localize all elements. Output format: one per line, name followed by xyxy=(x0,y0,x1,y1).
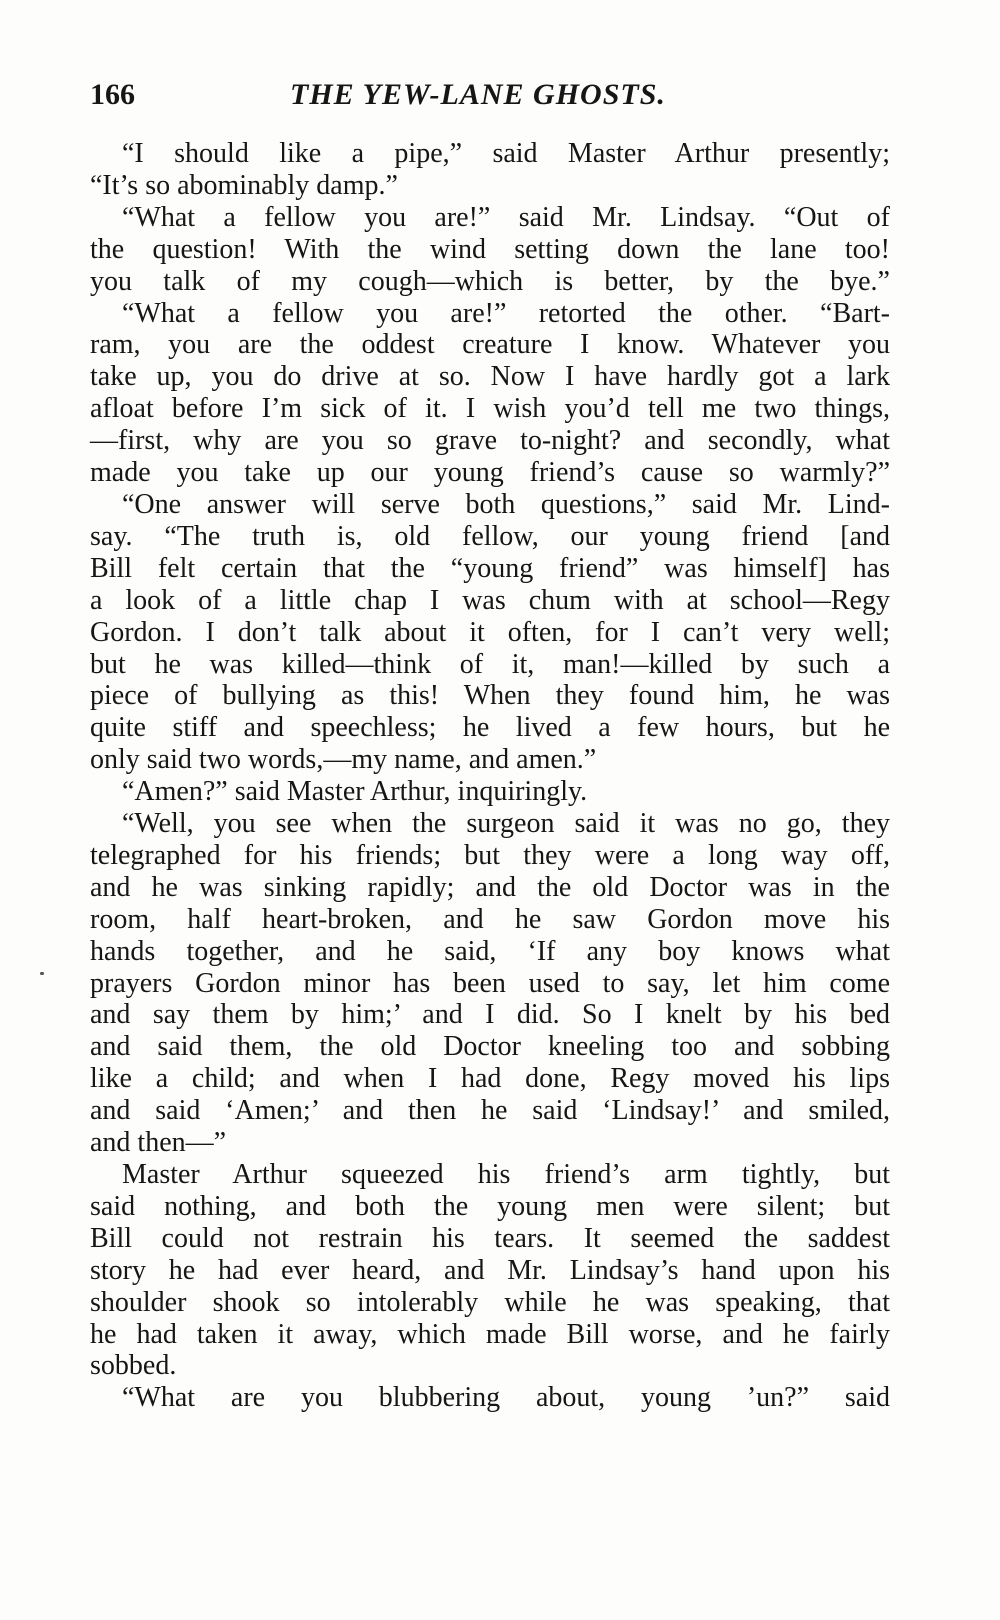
text-line: “What a fellow you are!” said Mr. Lindsay. “Out of xyxy=(122,201,890,233)
text-line: a look of a little chap I was chum with at school—Regy xyxy=(90,584,890,616)
text-line: and said them, the old Doctor kneeling too and sobbing xyxy=(90,1031,890,1063)
text-line: take up, you do drive at so. Now I have hardly got a lark xyxy=(90,361,890,393)
text-line: “What are you blubbering about, young ’un?” said xyxy=(122,1382,890,1414)
text-line: room, half heart-broken, and he saw Gordon move his xyxy=(90,903,890,935)
text-line: “Well, you see when the surgeon said it was no go, they xyxy=(122,808,890,840)
text-line: he had taken it away, which made Bill worse, and he fairly xyxy=(90,1318,890,1350)
text-line: —first, why are you so grave to-night? and secondly, what xyxy=(90,425,890,457)
text-line: like a child; and when I had done, Regy moved his lips xyxy=(90,1063,890,1095)
text-line: sobbed. xyxy=(90,1350,177,1382)
page-number: 166 xyxy=(90,78,135,111)
text-line: the question! With the wind setting down the lane too! xyxy=(90,233,890,265)
text-line: Gordon. I don’t talk about it often, for I can’t very well; xyxy=(90,616,890,648)
text-line: afloat before I’m sick of it. I wish you’d tell me two things, xyxy=(90,393,890,425)
text-line: “It’s so abominably damp.” xyxy=(90,169,398,201)
text-line: “One answer will serve both questions,” said Mr. Lind- xyxy=(122,488,890,520)
text-line: said nothing, and both the young men were silent; but xyxy=(90,1190,890,1222)
text-line: and say them by him;’ and I did. So I knelt by his bed xyxy=(90,999,890,1031)
text-line: ram, you are the oddest creature I know. Whatever you xyxy=(90,329,890,361)
text-line: quite stiff and speechless; he lived a few hours, but he xyxy=(90,712,890,744)
text-line: story he had ever heard, and Mr. Lindsay’s hand upon his xyxy=(90,1254,890,1286)
text-line: “Amen?” said Master Arthur, inquiringly. xyxy=(122,776,588,808)
text-line: made you take up our young friend’s cause so warmly?” xyxy=(90,457,890,489)
running-title: THE YEW-LANE GHOSTS. xyxy=(290,78,666,111)
text-line: you talk of my cough—which is better, by the bye.” xyxy=(90,265,890,297)
text-line: piece of bullying as this! When they found him, he was xyxy=(90,680,890,712)
text-line: telegraphed for his friends; but they were a long way off, xyxy=(90,839,890,871)
body-text xyxy=(90,138,890,1414)
print-speck xyxy=(40,972,44,975)
text-line: only said two words,—my name, and amen.” xyxy=(90,744,597,776)
text-line: and said ‘Amen;’ and then he said ‘Lindsay!’ and smiled, xyxy=(90,1095,890,1127)
text-line: but he was killed—think of it, man!—killed by such a xyxy=(90,648,890,680)
text-line: “I should like a pipe,” said Master Arthur presently; xyxy=(122,138,890,169)
text-line: Bill felt certain that the “young friend” was himself] has xyxy=(90,552,890,584)
text-line: and he was sinking rapidly; and the old Doctor was in the xyxy=(90,871,890,903)
text-line: Bill could not restrain his tears. It seemed the saddest xyxy=(90,1222,890,1254)
text-line: Master Arthur squeezed his friend’s arm tightly, but xyxy=(122,1159,890,1190)
text-line: prayers Gordon minor has been used to say, let him come xyxy=(90,967,890,999)
text-line: “What a fellow you are!” retorted the other. “Bart- xyxy=(122,297,890,329)
running-head xyxy=(90,78,890,118)
text-line: and then—” xyxy=(90,1127,227,1159)
text-line: shoulder shook so intolerably while he was speaking, that xyxy=(90,1286,890,1318)
text-line: hands together, and he said, ‘If any boy knows what xyxy=(90,935,890,967)
text-line: say. “The truth is, old fellow, our young friend [and xyxy=(90,520,890,552)
